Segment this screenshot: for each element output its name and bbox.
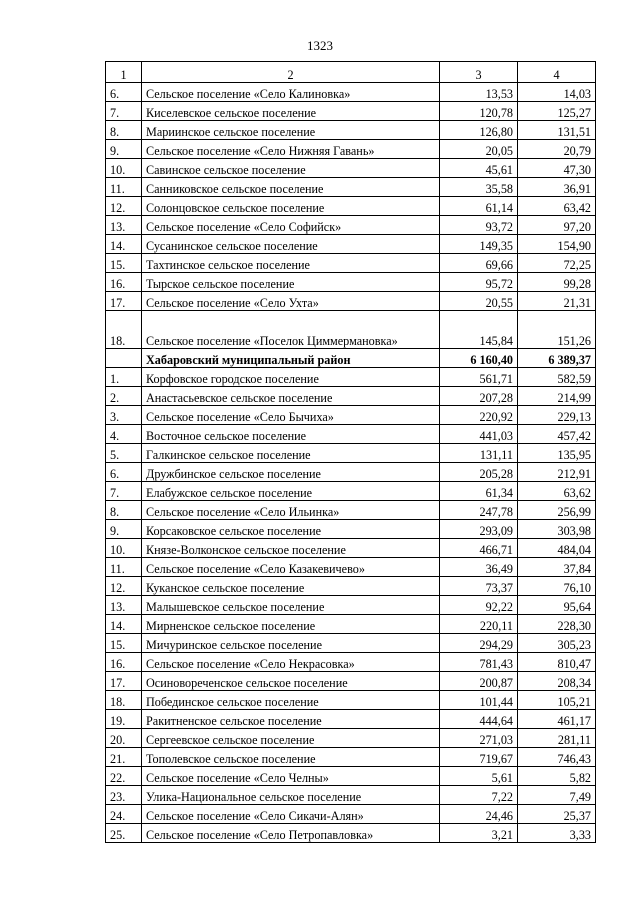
table-row xyxy=(106,254,596,273)
table-row xyxy=(106,121,596,140)
row-number: 17. xyxy=(106,292,142,311)
value-col4: 305,23 xyxy=(518,634,596,653)
row-number: 11. xyxy=(106,558,142,577)
settlement-name: Сельское поселение «Поселок Циммермановка» xyxy=(142,311,440,349)
table-row xyxy=(106,634,596,653)
table-row xyxy=(106,425,596,444)
settlement-name: Сельское поселение «Село Сикачи-Алян» xyxy=(142,805,440,824)
row-number: 7. xyxy=(106,482,142,501)
value-col4: 25,37 xyxy=(518,805,596,824)
column-header-3: 3 xyxy=(440,62,518,83)
settlement-name: Осиновореченское сельское поселение xyxy=(142,672,440,691)
settlement-name: Тополевское сельское поселение xyxy=(142,748,440,767)
table-row xyxy=(106,197,596,216)
table-row xyxy=(106,824,596,843)
value-col4: 582,59 xyxy=(518,368,596,387)
table-row xyxy=(106,311,596,349)
settlement-name: Малышевское сельское поселение xyxy=(142,596,440,615)
row-number: 8. xyxy=(106,121,142,140)
settlement-name: Мичуринское сельское поселение xyxy=(142,634,440,653)
value-col3: 131,11 xyxy=(440,444,518,463)
settlement-name: Тырское сельское поселение xyxy=(142,273,440,292)
settlement-name: Корсаковское сельское поселение xyxy=(142,520,440,539)
column-header-1: 1 xyxy=(106,62,142,83)
table-body xyxy=(106,62,596,843)
row-number: 12. xyxy=(106,197,142,216)
value-col3: 220,11 xyxy=(440,615,518,634)
value-col4: 37,84 xyxy=(518,558,596,577)
value-col3: 149,35 xyxy=(440,235,518,254)
value-col4: 457,42 xyxy=(518,425,596,444)
row-number: 2. xyxy=(106,387,142,406)
value-col4: 3,33 xyxy=(518,824,596,843)
value-col3: 220,92 xyxy=(440,406,518,425)
value-col3: 271,03 xyxy=(440,729,518,748)
value-col3: 35,58 xyxy=(440,178,518,197)
table-row xyxy=(106,539,596,558)
settlement-name: Савинское сельское поселение xyxy=(142,159,440,178)
table-row xyxy=(106,83,596,102)
value-col4: 131,51 xyxy=(518,121,596,140)
table-row xyxy=(106,235,596,254)
table-row xyxy=(106,273,596,292)
table-row xyxy=(106,102,596,121)
row-number: 11. xyxy=(106,178,142,197)
value-col3: 247,78 xyxy=(440,501,518,520)
row-number: 14. xyxy=(106,235,142,254)
value-col4: 5,82 xyxy=(518,767,596,786)
settlement-name: Елабужское сельское поселение xyxy=(142,482,440,501)
row-number: 17. xyxy=(106,672,142,691)
value-col3: 6 160,40 xyxy=(440,349,518,368)
value-col4: 36,91 xyxy=(518,178,596,197)
settlement-name: Анастасьевское сельское поселение xyxy=(142,387,440,406)
row-number: 9. xyxy=(106,520,142,539)
value-col3: 561,71 xyxy=(440,368,518,387)
value-col3: 7,22 xyxy=(440,786,518,805)
table-row xyxy=(106,710,596,729)
row-number: 24. xyxy=(106,805,142,824)
table-row xyxy=(106,805,596,824)
value-col3: 145,84 xyxy=(440,311,518,349)
row-number: 4. xyxy=(106,425,142,444)
value-col3: 24,46 xyxy=(440,805,518,824)
settlement-name: Сельское поселение «Село Петропавловка» xyxy=(142,824,440,843)
value-col4: 214,99 xyxy=(518,387,596,406)
row-number: 13. xyxy=(106,216,142,235)
settlement-name: Сельское поселение «Село Некрасовка» xyxy=(142,653,440,672)
row-number: 21. xyxy=(106,748,142,767)
value-col3: 126,80 xyxy=(440,121,518,140)
row-number: 22. xyxy=(106,767,142,786)
row-number: 13. xyxy=(106,596,142,615)
value-col3: 719,67 xyxy=(440,748,518,767)
table-row xyxy=(106,577,596,596)
value-col4: 95,64 xyxy=(518,596,596,615)
settlement-name: Князе-Волконское сельское поселение xyxy=(142,539,440,558)
value-col3: 205,28 xyxy=(440,463,518,482)
row-number: 12. xyxy=(106,577,142,596)
value-col4: 105,21 xyxy=(518,691,596,710)
row-number: 10. xyxy=(106,159,142,178)
value-col3: 120,78 xyxy=(440,102,518,121)
value-col4: 47,30 xyxy=(518,159,596,178)
budget-table xyxy=(105,61,596,843)
value-col4: 810,47 xyxy=(518,653,596,672)
value-col3: 20,05 xyxy=(440,140,518,159)
table-row xyxy=(106,520,596,539)
table-row xyxy=(106,406,596,425)
table-row xyxy=(106,482,596,501)
table-row xyxy=(106,596,596,615)
table-row xyxy=(106,444,596,463)
settlement-name: Сусанинское сельское поселение xyxy=(142,235,440,254)
value-col4: 135,95 xyxy=(518,444,596,463)
row-number: 23. xyxy=(106,786,142,805)
row-number: 9. xyxy=(106,140,142,159)
settlement-name: Восточное сельское поселение xyxy=(142,425,440,444)
table-header-row xyxy=(106,62,596,83)
row-number: 1. xyxy=(106,368,142,387)
value-col4: 212,91 xyxy=(518,463,596,482)
value-col4: 14,03 xyxy=(518,83,596,102)
value-col4: 151,26 xyxy=(518,311,596,349)
value-col3: 3,21 xyxy=(440,824,518,843)
table-row xyxy=(106,558,596,577)
row-number: 6. xyxy=(106,83,142,102)
settlement-name: Сельское поселение «Село Софийск» xyxy=(142,216,440,235)
table-row xyxy=(106,615,596,634)
value-col3: 781,43 xyxy=(440,653,518,672)
table-row xyxy=(106,178,596,197)
settlement-name: Сельское поселение «Село Бычиха» xyxy=(142,406,440,425)
value-col3: 73,37 xyxy=(440,577,518,596)
row-number: 7. xyxy=(106,102,142,121)
value-col3: 45,61 xyxy=(440,159,518,178)
row-number: 3. xyxy=(106,406,142,425)
column-header-2: 2 xyxy=(142,62,440,83)
row-number: 15. xyxy=(106,254,142,273)
value-col4: 63,42 xyxy=(518,197,596,216)
row-number: 19. xyxy=(106,710,142,729)
value-col4: 746,43 xyxy=(518,748,596,767)
value-col4: 72,25 xyxy=(518,254,596,273)
settlement-name: Галкинское сельское поселение xyxy=(142,444,440,463)
settlement-name: Тахтинское сельское поселение xyxy=(142,254,440,273)
settlement-name: Сельское поселение «Село Ухта» xyxy=(142,292,440,311)
value-col4: 461,17 xyxy=(518,710,596,729)
row-number xyxy=(106,349,142,368)
value-col4: 97,20 xyxy=(518,216,596,235)
row-number: 5. xyxy=(106,444,142,463)
value-col4: 154,90 xyxy=(518,235,596,254)
settlement-name: Мирненское сельское поселение xyxy=(142,615,440,634)
value-col3: 69,66 xyxy=(440,254,518,273)
value-col4: 125,27 xyxy=(518,102,596,121)
settlement-name: Дружбинское сельское поселение xyxy=(142,463,440,482)
row-number: 14. xyxy=(106,615,142,634)
value-col4: 281,11 xyxy=(518,729,596,748)
value-col3: 101,44 xyxy=(440,691,518,710)
value-col3: 93,72 xyxy=(440,216,518,235)
row-number: 16. xyxy=(106,653,142,672)
page-number: 1323 xyxy=(307,38,333,53)
value-col3: 466,71 xyxy=(440,539,518,558)
row-number: 15. xyxy=(106,634,142,653)
value-col4: 99,28 xyxy=(518,273,596,292)
value-col4: 484,04 xyxy=(518,539,596,558)
settlement-name: Сельское поселение «Село Нижняя Гавань» xyxy=(142,140,440,159)
settlement-name: Сельское поселение «Село Калиновка» xyxy=(142,83,440,102)
value-col3: 200,87 xyxy=(440,672,518,691)
value-col4: 63,62 xyxy=(518,482,596,501)
value-col4: 21,31 xyxy=(518,292,596,311)
value-col3: 294,29 xyxy=(440,634,518,653)
table-row xyxy=(106,387,596,406)
value-col4: 6 389,37 xyxy=(518,349,596,368)
settlement-name: Сельское поселение «Село Челны» xyxy=(142,767,440,786)
value-col3: 441,03 xyxy=(440,425,518,444)
settlement-name: Ракитненское сельское поселение xyxy=(142,710,440,729)
table-row xyxy=(106,140,596,159)
table-row xyxy=(106,653,596,672)
value-col3: 20,55 xyxy=(440,292,518,311)
row-number: 18. xyxy=(106,311,142,349)
settlement-name: Сельское поселение «Село Казакевичево» xyxy=(142,558,440,577)
row-number: 20. xyxy=(106,729,142,748)
value-col3: 92,22 xyxy=(440,596,518,615)
value-col4: 229,13 xyxy=(518,406,596,425)
table-row xyxy=(106,786,596,805)
value-col3: 61,14 xyxy=(440,197,518,216)
settlement-name: Сельское поселение «Село Ильинка» xyxy=(142,501,440,520)
row-number: 10. xyxy=(106,539,142,558)
value-col4: 76,10 xyxy=(518,577,596,596)
table-row xyxy=(106,463,596,482)
settlement-name: Корфовское городское поселение xyxy=(142,368,440,387)
settlement-name: Сергеевское сельское поселение xyxy=(142,729,440,748)
row-number: 16. xyxy=(106,273,142,292)
table-row xyxy=(106,368,596,387)
table-row xyxy=(106,501,596,520)
value-col3: 95,72 xyxy=(440,273,518,292)
value-col4: 303,98 xyxy=(518,520,596,539)
row-number: 6. xyxy=(106,463,142,482)
settlement-name: Побединское сельское поселение xyxy=(142,691,440,710)
value-col3: 13,53 xyxy=(440,83,518,102)
value-col3: 5,61 xyxy=(440,767,518,786)
value-col3: 293,09 xyxy=(440,520,518,539)
table-row xyxy=(106,748,596,767)
table-row xyxy=(106,691,596,710)
settlement-name: Улика-Национальное сельское поселение xyxy=(142,786,440,805)
row-number: 8. xyxy=(106,501,142,520)
value-col3: 444,64 xyxy=(440,710,518,729)
settlement-name: Мариинское сельское поселение xyxy=(142,121,440,140)
value-col3: 207,28 xyxy=(440,387,518,406)
table-row xyxy=(106,729,596,748)
table-row xyxy=(106,767,596,786)
settlement-name: Хабаровский муниципальный район xyxy=(142,349,440,368)
value-col4: 20,79 xyxy=(518,140,596,159)
row-number: 25. xyxy=(106,824,142,843)
value-col3: 61,34 xyxy=(440,482,518,501)
row-number: 18. xyxy=(106,691,142,710)
settlement-name: Солонцовское сельское поселение xyxy=(142,197,440,216)
settlement-name: Санниковское сельское поселение xyxy=(142,178,440,197)
table-row xyxy=(106,159,596,178)
column-header-4: 4 xyxy=(518,62,596,83)
table-row xyxy=(106,216,596,235)
table-row xyxy=(106,672,596,691)
value-col4: 256,99 xyxy=(518,501,596,520)
value-col4: 208,34 xyxy=(518,672,596,691)
district-total-row xyxy=(106,349,596,368)
settlement-name: Куканское сельское поселение xyxy=(142,577,440,596)
value-col3: 36,49 xyxy=(440,558,518,577)
settlement-name: Киселевское сельское поселение xyxy=(142,102,440,121)
table-row xyxy=(106,292,596,311)
value-col4: 228,30 xyxy=(518,615,596,634)
value-col4: 7,49 xyxy=(518,786,596,805)
